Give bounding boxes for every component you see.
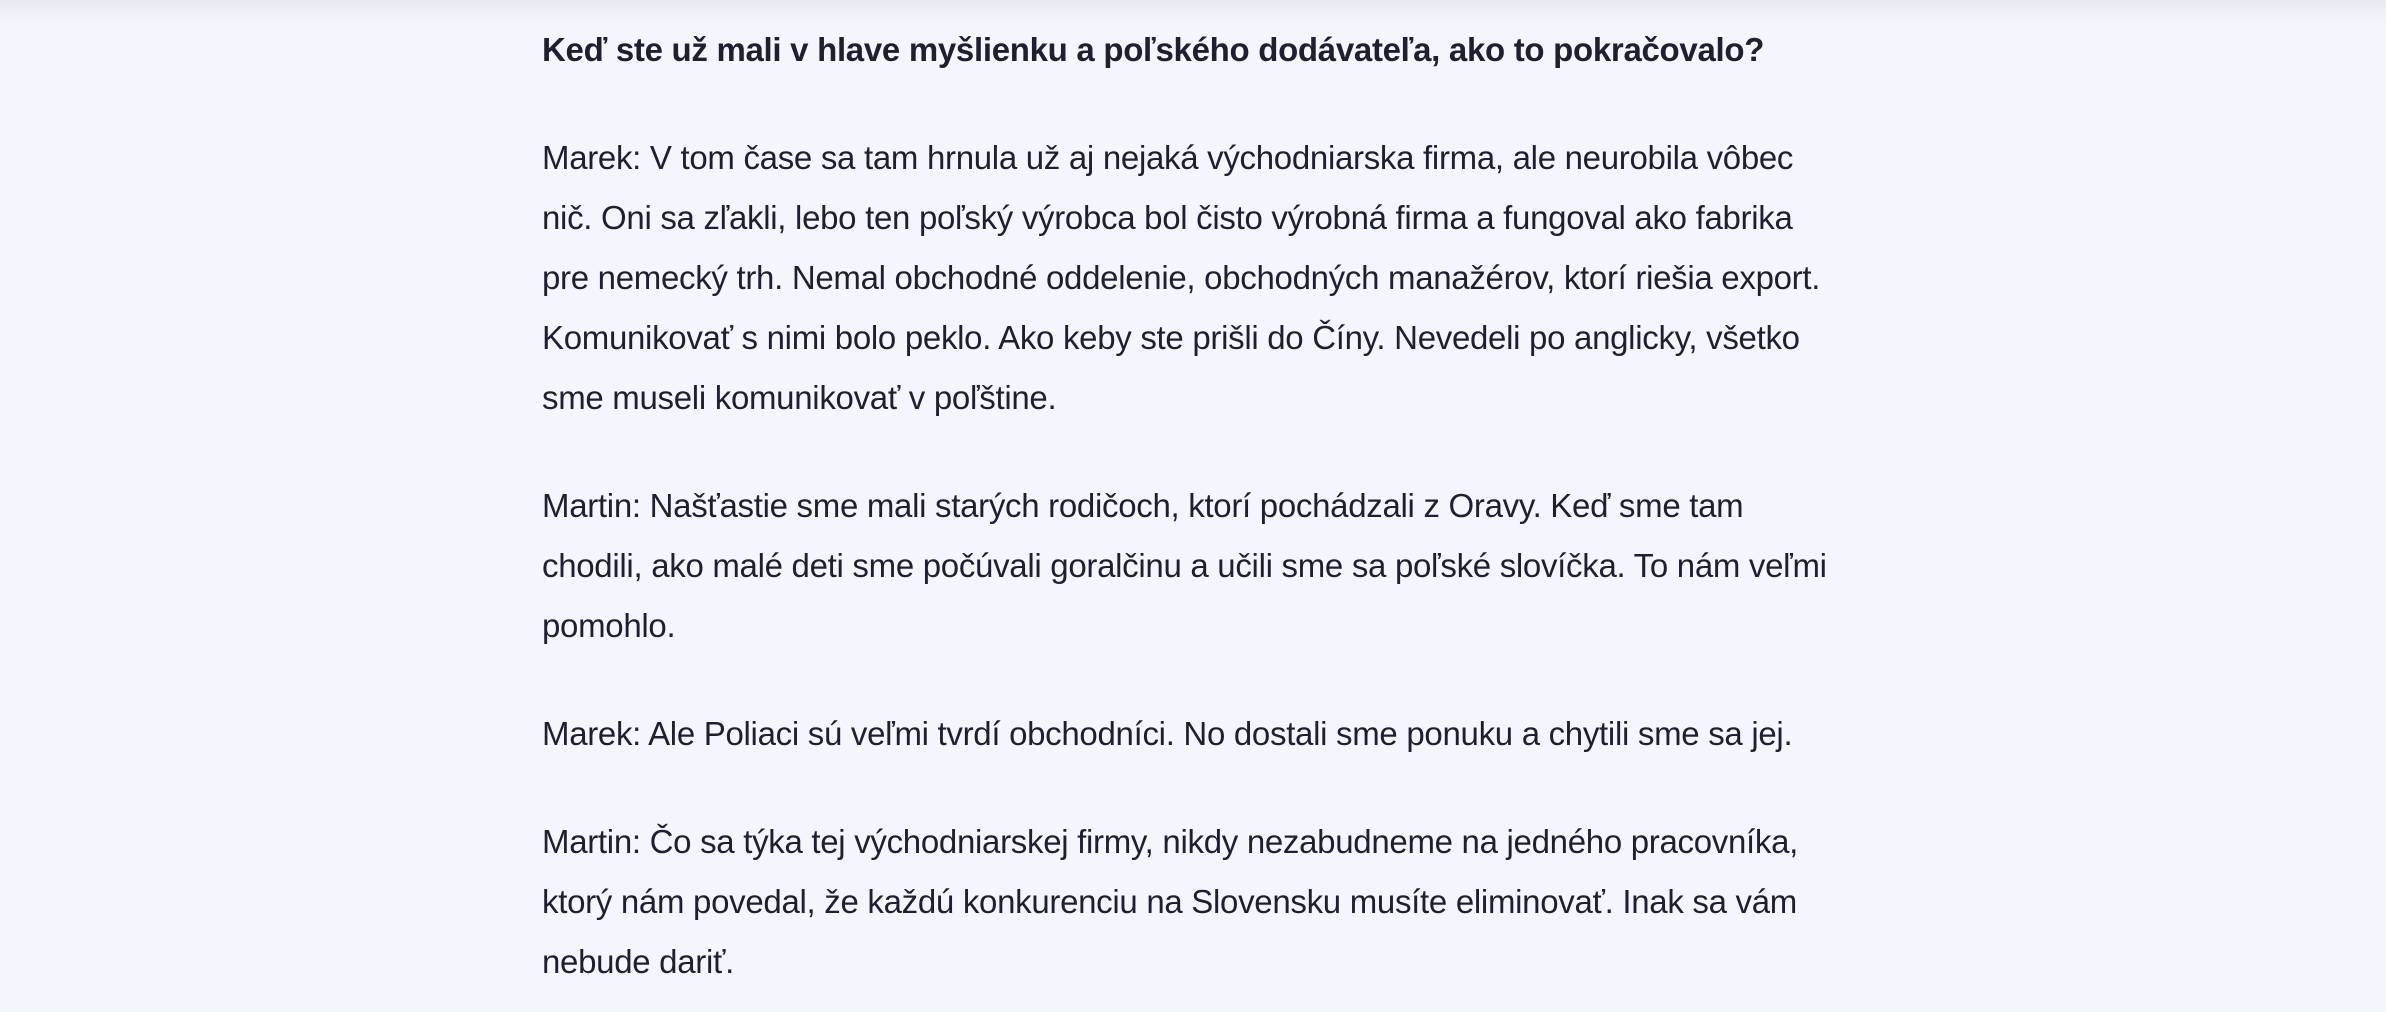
answer-paragraph-martin-1: Martin: Našťastie sme mali starých rodičoch, ktorí pochádzali z Oravy. Keď sme tam chodili, ako malé deti sme počúvali goralčinu a učili sme sa poľské slovíčka. To nám veľmi pomohlo. — [542, 487, 1827, 644]
answer-paragraph-marek-2: Marek: Ale Poliaci sú veľmi tvrdí obchodníci. No dostali sme ponuku a chytili sme sa jej. — [542, 715, 1793, 752]
answer-paragraph-marek-1: Marek: V tom čase sa tam hrnula už aj nejaká východniarska firma, ale neurobila vôbec nič. Oni sa zľakli, lebo ten poľský výrobca bol čisto výrobná firma a fungoval ako fabrika pre nemecký trh. Nemal obchodné oddelenie, obchodných manažérov, ktorí riešia export. Komunikovať s nimi bolo peklo. Ako keby ste prišli do Číny. Nevedeli po anglicky, všetko sme museli komunikovať v poľštine. — [542, 139, 1821, 416]
answer-paragraph-martin-2: Martin: Čo sa týka tej východniarskej firmy, nikdy nezabudneme na jedného pracovníka, ktorý nám povedal, že každú konkurenciu na Slovensku musíte eliminovať. Inak sa vám nebude dariť. — [542, 823, 1799, 980]
interview-question: Keď ste už mali v hlave myšlienku a poľského dodávateľa, ako to pokračovalo? — [542, 31, 1765, 68]
top-shadow — [0, 0, 2386, 24]
